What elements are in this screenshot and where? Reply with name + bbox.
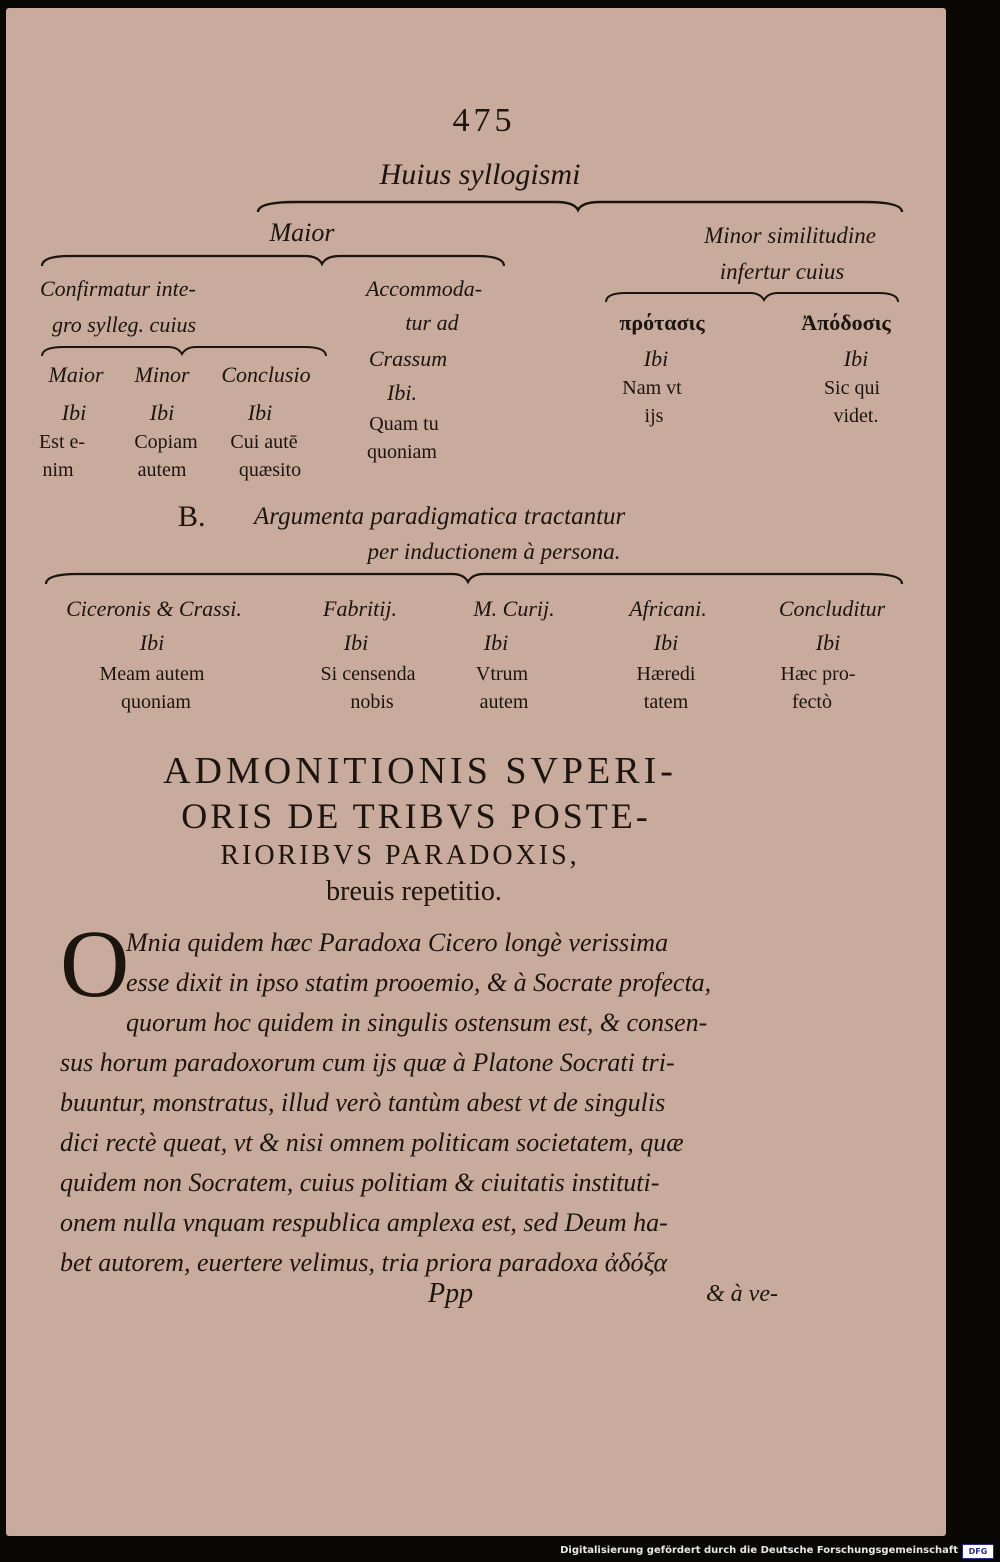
ibi-apodosis: Ibi [843, 346, 869, 371]
footer-credit: Digitalisierung gefördert durch die Deutsche Forschungsgemeinschaft [560, 1545, 958, 1556]
brace-top [256, 196, 906, 214]
brace-section-b [44, 568, 906, 586]
b-ibi-4: Ibi [653, 630, 679, 655]
body-line-9: bet autorem, euertere velimus, tria priora paradoxa ἀδόξα [60, 1248, 668, 1277]
page-number: 475 [452, 102, 516, 139]
body-line-3: quorum hoc quidem in singulis ostensum est, & consen- [126, 1008, 708, 1037]
maior-sub-head: Maior [48, 362, 104, 387]
b-ibi-1: Ibi [139, 630, 165, 655]
accommodatur-ibi: Ibi. [387, 380, 417, 405]
b-ibi-3: Ibi [483, 630, 509, 655]
body-line-4: sus horum paradoxorum cum ijs quæ à Platone Socrati tri- [60, 1048, 675, 1077]
protasis-text-1: Nam vt [622, 377, 682, 399]
body-line-1: Mnia quidem hæc Paradoxa Cicero longè verissima [126, 928, 669, 957]
body-line-7: quidem non Socratem, cuius politiam & ciuitatis instituti- [60, 1168, 660, 1197]
apodosis-text-2: videt. [833, 405, 879, 427]
catchword: & à ve- [706, 1281, 778, 1307]
book-page [6, 8, 946, 1536]
accommodatur-line-3: Crassum [368, 346, 448, 371]
b-text-3a: Vtrum [475, 663, 529, 685]
maior-label: Maior [269, 218, 335, 247]
b-head-2: Fabritij. [323, 596, 397, 621]
brace-maior [40, 250, 508, 268]
minor-label-1: Minor similitudine [704, 223, 876, 248]
b-head-4: Africani. [629, 596, 707, 621]
accommodatur-text-2: quoniam [367, 441, 437, 463]
conclusio-text-2: quæsito [238, 459, 302, 481]
b-head-5: Concluditur [778, 596, 886, 621]
brace-confirmatur [40, 342, 330, 358]
drop-cap: O [60, 910, 130, 1017]
minor-text-1: Copiam [134, 431, 198, 453]
b-text-2b: nobis [350, 691, 394, 713]
b-text-4b: tatem [643, 691, 689, 713]
ibi-maior: Ibi [61, 400, 87, 425]
minor-sub-head: Minor [134, 362, 190, 387]
running-head: Huius syllogismi [379, 158, 581, 191]
heading-line-1: ADMONITIONIS SVPERI- [163, 750, 677, 792]
ibi-conclusio: Ibi [247, 400, 273, 425]
conclusio-text-1: Cui autē [230, 431, 298, 453]
heading-line-4: breuis repetitio. [326, 876, 502, 907]
ibi-minor: Ibi [149, 400, 175, 425]
body-line-5: buuntur, monstratus, illud verò tantùm abest vt de singulis [60, 1088, 666, 1117]
signature-mark: Ppp [428, 1278, 474, 1309]
conclusio-sub-head: Conclusio [221, 362, 311, 387]
heading-line-3: RIORIBVS PARADOXIS, [220, 840, 580, 871]
digitization-footer [0, 1540, 1000, 1562]
accommodatur-text-1: Quam tu [369, 413, 439, 435]
body-line-2: esse dixit in ipso statim prooemio, & à Socrate profecta, [126, 968, 712, 997]
body-line-8: onem nulla vnquam respublica amplexa est, sed Deum ha- [60, 1208, 668, 1237]
b-text-1a: Meam autem [99, 663, 205, 685]
section-b-letter: B. [178, 500, 206, 533]
confirmatur-line-1: Confirmatur inte- [40, 276, 196, 301]
apodosis-head: Ἀπόδοσις [801, 310, 891, 335]
protasis-text-2: ijs [644, 405, 664, 427]
accommodatur-line-2: tur ad [405, 310, 459, 335]
section-b-title-2: per inductionem à persona. [367, 539, 621, 564]
section-b-title-1: Argumenta paradigmatica tractantur [254, 503, 626, 530]
b-text-4a: Hæredi [636, 663, 696, 685]
b-ibi-2: Ibi [343, 630, 369, 655]
dfg-logo: DFG [962, 1544, 994, 1559]
brace-minor [604, 288, 902, 304]
minor-label-2: infertur cuius [719, 259, 845, 284]
body-line-6: dici rectè queat, vt & nisi omnem politicam societatem, quæ [60, 1128, 684, 1157]
b-head-1: Ciceronis & Crassi. [66, 596, 242, 621]
b-ibi-5: Ibi [815, 630, 841, 655]
maior-text-2: nim [42, 459, 74, 481]
b-text-2a: Si censenda [320, 663, 416, 685]
protasis-head: πρότασις [619, 310, 705, 335]
maior-text-1: Est e- [38, 431, 86, 453]
b-text-1b: quoniam [121, 691, 191, 713]
ibi-protasis: Ibi [643, 346, 669, 371]
confirmatur-line-2: gro sylleg. cuius [52, 312, 196, 337]
accommodatur-line-1: Accommoda- [365, 276, 483, 301]
heading-line-2: ORIS DE TRIBVS POSTE- [181, 796, 651, 836]
b-text-5b: fectò [792, 691, 832, 713]
b-text-3b: autem [479, 691, 529, 713]
apodosis-text-1: Sic qui [823, 377, 881, 399]
b-head-3: M. Curij. [473, 596, 555, 621]
minor-text-2: autem [137, 459, 187, 481]
b-text-5a: Hæc pro- [780, 663, 856, 685]
